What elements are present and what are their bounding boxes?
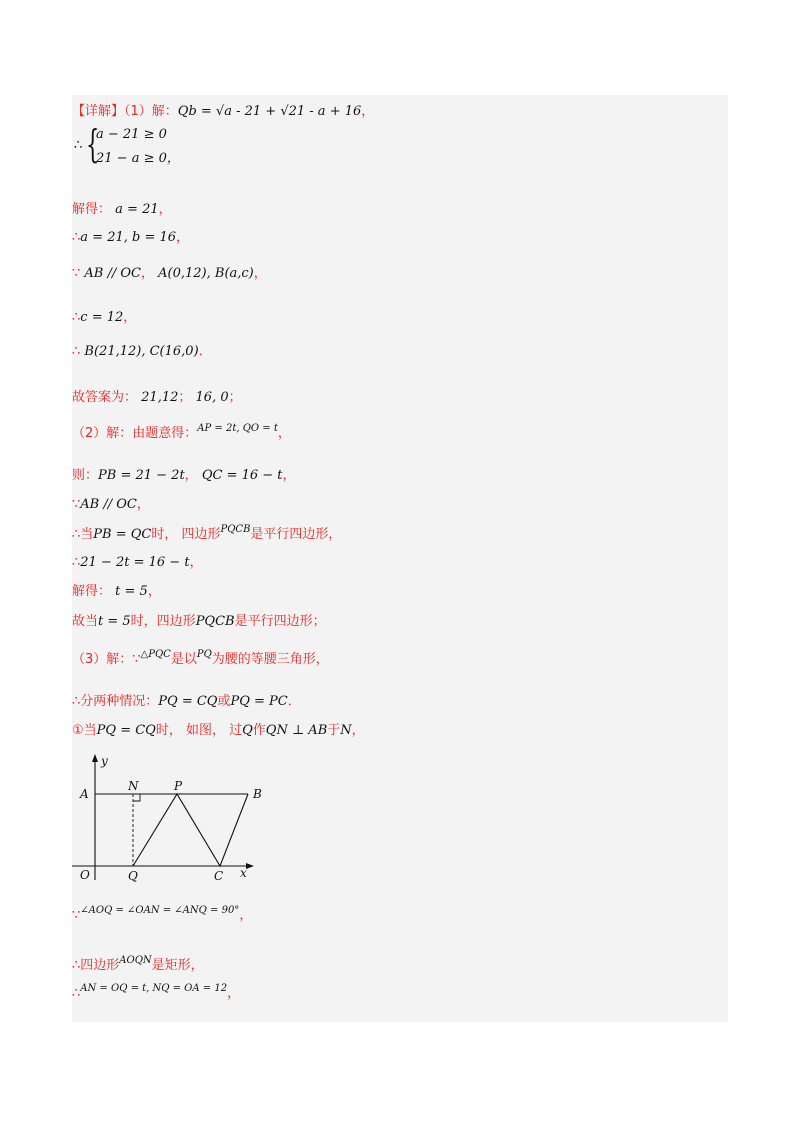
line-a-b-values: ∴a = 21, b = 16，: [72, 230, 190, 245]
line-equation-t: ∴21 − 2t = 16 − t，: [72, 555, 203, 570]
line-answer-part1: 故答案为： 21,12； 16, 0；: [72, 390, 242, 405]
label-c: C: [214, 869, 224, 883]
system-row-1: a − 21 ≥ 0: [96, 127, 167, 142]
geometry-figure: [70, 752, 270, 887]
part1-label: （1）解：: [124, 104, 178, 119]
label-p: P: [174, 779, 183, 793]
label-n: N: [128, 779, 139, 793]
label-x: x: [240, 866, 247, 880]
brace-icon: {: [86, 122, 100, 166]
line-rectangle: ∴四边形$^{AOQN}$是矩形，: [72, 955, 204, 973]
line-part2-intro: （2）解：由题意得：$^{AP = 2t, QO = t}$，: [72, 423, 291, 441]
label-o: O: [80, 868, 90, 882]
right-angle-mark: [133, 794, 140, 801]
line-right-angles: ∵$^{\angle AOQ = \angle OAN = \angle ANQ = 90^\circ}$，: [72, 905, 253, 923]
label-y: y: [101, 754, 108, 768]
system-row-2: 21 − a ≥ 0，: [96, 151, 180, 166]
solution-tag: 【详解】: [72, 104, 125, 119]
line-part3-intro: （3）解：∵$^{\triangle PQC}$是以$^{PQ}$为腰的等腰三角形，: [72, 649, 329, 667]
line-conclusion-part2: 故当t = 5时，四边形PQCB是平行四边形；: [72, 614, 326, 629]
line-solve-a: 解得： a = 21，: [72, 202, 172, 217]
line-c-value: ∴c = 12，: [72, 310, 137, 325]
label-a: A: [80, 787, 89, 801]
y-axis-arrow-icon: [92, 754, 98, 762]
x-axis-arrow-icon: [246, 863, 254, 869]
label-q: Q: [128, 869, 138, 883]
line-parallel-given: ∵ AB // OC， A(0,12), B(a,c)，: [72, 266, 267, 281]
label-b: B: [253, 787, 262, 801]
line-pb-qc: 则：PB = 21 − 2t， QC = 16 − t，: [72, 468, 296, 483]
line-points-bc: ∴ B(21,12), C(16,0)．: [72, 344, 212, 359]
line-parallelogram-cond: ∴当PB = QC时， 四边形$^{PQCB}$是平行四边形，: [72, 524, 342, 542]
line-an-nq: ∴$^{AN = OQ = t, NQ = OA = 12}$，: [72, 983, 241, 1001]
line-two-cases: ∴分两种情况：PQ = CQ或PQ = PC．: [72, 694, 301, 709]
line-case1: ①当PQ = CQ时， 如图， 过Q作QN ⊥ AB于N，: [72, 723, 365, 738]
path-q-p-c-b: [133, 794, 248, 866]
line-solve-t: 解得： t = 5，: [72, 584, 161, 599]
inequality-system: ∴ { a − 21 ≥ 0 21 − a ≥ 0，: [74, 122, 180, 166]
header-line: 【详解】（1）解：Qb = √a - 21 + √21 - a + 16，: [72, 104, 375, 119]
given-equation: Qb = √a - 21 + √21 - a + 16: [177, 104, 362, 119]
line-parallel-2: ∵AB // OC，: [72, 497, 150, 512]
